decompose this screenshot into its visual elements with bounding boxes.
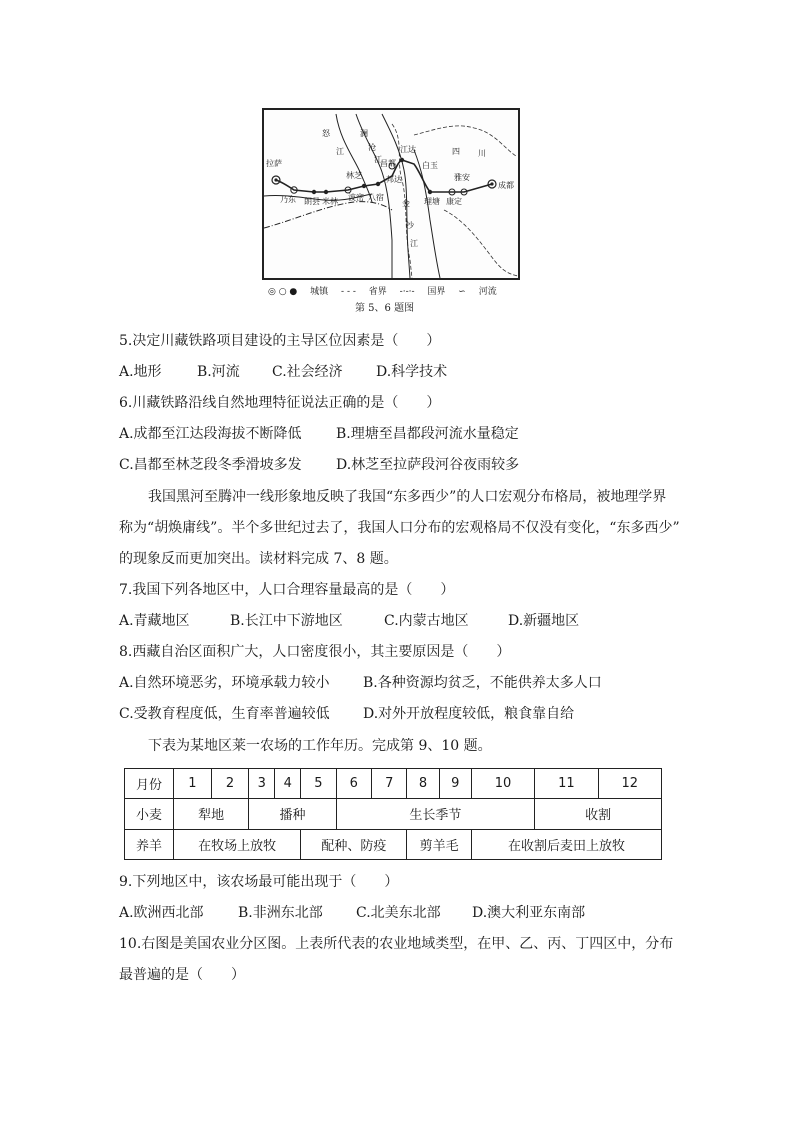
month-cell: 5: [301, 769, 336, 799]
q7-option-a[interactable]: A.青藏地区: [119, 613, 190, 629]
q9-option-b[interactable]: B.非洲东北部: [238, 905, 323, 921]
province-border-2: [414, 126, 516, 156]
month-cell: 11: [535, 769, 598, 799]
sheep-label: 养羊: [125, 829, 174, 859]
month-cell: 9: [439, 769, 471, 799]
sheep-stubble: 在收割后麦田上放牧: [471, 829, 661, 859]
wheat-plough: 犁地: [174, 799, 249, 829]
label-bangda: 邦达: [386, 175, 402, 184]
q5-option-c[interactable]: C.社会经济: [272, 364, 343, 380]
label-linzhi: 林芝: [346, 171, 362, 180]
q7-option-d[interactable]: D.新疆地区: [508, 613, 580, 629]
legend-national-line: -·-·-: [399, 287, 415, 297]
q8-stem: 8.西藏自治区面积广大，人口密度很小，其主要原因是（ ）: [119, 644, 511, 660]
label-sha: 沙: [406, 221, 414, 230]
sheep-pasture: 在牧场上放牧: [174, 829, 301, 859]
town-jiangda: [400, 158, 404, 162]
q6-option-d[interactable]: D.林芝至拉萨段河谷夜雨较多: [336, 457, 520, 473]
jinsha-river: [382, 114, 410, 278]
q6-option-b[interactable]: B.理塘至昌都段河流水量稳定: [336, 426, 519, 442]
q8-option-b[interactable]: B.各种资源均贫乏，不能供养太多人口: [363, 675, 602, 691]
sichuan-tibet-railway-map: [262, 108, 520, 280]
town-bomi: [362, 184, 366, 188]
sheep-shear: 剪羊毛: [407, 829, 471, 859]
label-lancang3: 江: [374, 155, 382, 164]
label-jin: 金: [402, 199, 410, 208]
legend-province-border: 省界: [368, 287, 387, 297]
month-cell: 6: [336, 769, 371, 799]
q9-option-d[interactable]: D.澳大利亚东南部: [472, 905, 586, 921]
label-jiang: 江: [410, 239, 418, 248]
q6-option-c[interactable]: C.昌都至林芝段冬季滑坡多发: [119, 457, 302, 473]
label-jiangda: 江达: [400, 145, 416, 154]
label-baiyu: 白玉: [422, 161, 438, 170]
legend-town: 城镇: [310, 287, 329, 297]
legend-town-symbol: ◎ ○ ●: [268, 287, 298, 297]
q8-option-d[interactable]: D.对外开放程度较低，粮食靠自给: [363, 706, 575, 722]
label-lancang1: 澜: [360, 129, 368, 138]
q10-stem-line-1: 10.右图是美国农业分区图。上表所代表的农业地域类型，在甲、乙、丙、丁四区中，分布: [119, 936, 674, 952]
q10-stem-line-2: 最普遍的是（ ）: [119, 967, 245, 983]
q6-stem: 6.川藏铁路沿线自然地理特征说法正确的是（ ）: [119, 395, 441, 411]
q7-option-c[interactable]: C.内蒙古地区: [384, 613, 469, 629]
month-cell: 1: [174, 769, 212, 799]
legend-river: 河流: [478, 287, 497, 297]
label-nu1: 怒: [322, 129, 330, 138]
town-basu: [376, 182, 380, 186]
label-basu: 八宿: [368, 193, 384, 202]
label-yaan: 雅安: [454, 173, 470, 182]
q6-option-a[interactable]: A.成都至江达段海拔不断降低: [119, 426, 302, 442]
month-cell: 8: [407, 769, 439, 799]
label-sichuan1: 四: [452, 147, 460, 156]
table-intro: 下表为某地区莱一农场的工作年历。完成第 9、10 题。: [148, 738, 492, 754]
calendar-wheat-row: [125, 799, 662, 829]
q9-option-a[interactable]: A.欧洲西北部: [119, 905, 204, 921]
map-legend: [268, 286, 507, 298]
farm-calendar-table: [124, 768, 662, 860]
q9-option-c[interactable]: C.北美东北部: [356, 905, 441, 921]
passage-line-3: 的现象反而更加突出。读材料完成 7、8 题。: [119, 551, 398, 567]
town-milin: [324, 190, 328, 194]
figure-caption: 第 5、6 题图: [355, 303, 415, 314]
label-sichuan2: 川: [478, 149, 486, 158]
wheat-sow: 播种: [249, 799, 336, 829]
legend-national-border: 国界: [427, 287, 446, 297]
province-border-3: [444, 210, 518, 276]
q5-stem: 5.决定川藏铁路项目建设的主导区位因素是（ ）: [119, 333, 441, 349]
label-chengdu: 成都: [498, 181, 514, 190]
label-naidong: 乃东: [280, 195, 296, 204]
q5-option-a[interactable]: A.地形: [119, 364, 162, 380]
month-cell: 7: [372, 769, 407, 799]
label-kangding: 康定: [446, 197, 462, 206]
month-cell: 3: [249, 769, 275, 799]
calendar-month-row: [125, 769, 662, 799]
month-cell: 4: [275, 769, 301, 799]
q7-stem: 7.我国下列各地区中，人口合理容量最高的是（ ）: [119, 582, 455, 598]
label-nu2: 江: [336, 147, 344, 156]
label-langxian: 朗县: [304, 197, 320, 206]
q8-option-a[interactable]: A.自然环境恶劣，环境承载力较小: [119, 675, 330, 691]
calendar-sheep-row: [125, 829, 662, 859]
q8-option-c[interactable]: C.受教育程度低，生育率普遍较低: [119, 706, 330, 722]
town-langxian: [312, 190, 316, 194]
wheat-grow: 生长季节: [336, 799, 535, 829]
month-cell: 12: [598, 769, 661, 799]
label-bomi: 波密: [348, 193, 364, 202]
label-lhasa: 拉萨: [266, 159, 282, 168]
month-cell: 2: [211, 769, 249, 799]
q5-option-d[interactable]: D.科学技术: [376, 364, 448, 380]
month-cell: 10: [471, 769, 534, 799]
q7-option-b[interactable]: B.长江中下游地区: [230, 613, 343, 629]
sheep-breed: 配种、防疫: [301, 829, 407, 859]
wheat-harvest: 收割: [535, 799, 662, 829]
legend-province-line: - - -: [341, 287, 356, 297]
legend-river-line: ∽: [458, 287, 466, 297]
q9-stem: 9.下列地区中，该农场最可能出现于（ ）: [119, 874, 399, 890]
label-litang: 理塘: [424, 197, 440, 206]
wheat-label: 小麦: [125, 799, 174, 829]
passage-line-2: 称为“胡焕庸线”。半个多世纪过去了，我国人口分布的宏观格局不仅没有变化，“东多西少”: [119, 520, 680, 536]
label-changdu: 昌都: [380, 159, 396, 168]
town-litang: [428, 190, 432, 194]
label-lancang2: 沧: [368, 143, 376, 152]
q5-option-b[interactable]: B.河流: [197, 364, 240, 380]
month-header: 月份: [125, 769, 174, 799]
label-milin: 米林: [322, 197, 338, 206]
passage-line-1: 我国黑河至腾冲一线形象地反映了我国“东多西少”的人口宏观分布格局，被地理学界: [148, 489, 667, 505]
